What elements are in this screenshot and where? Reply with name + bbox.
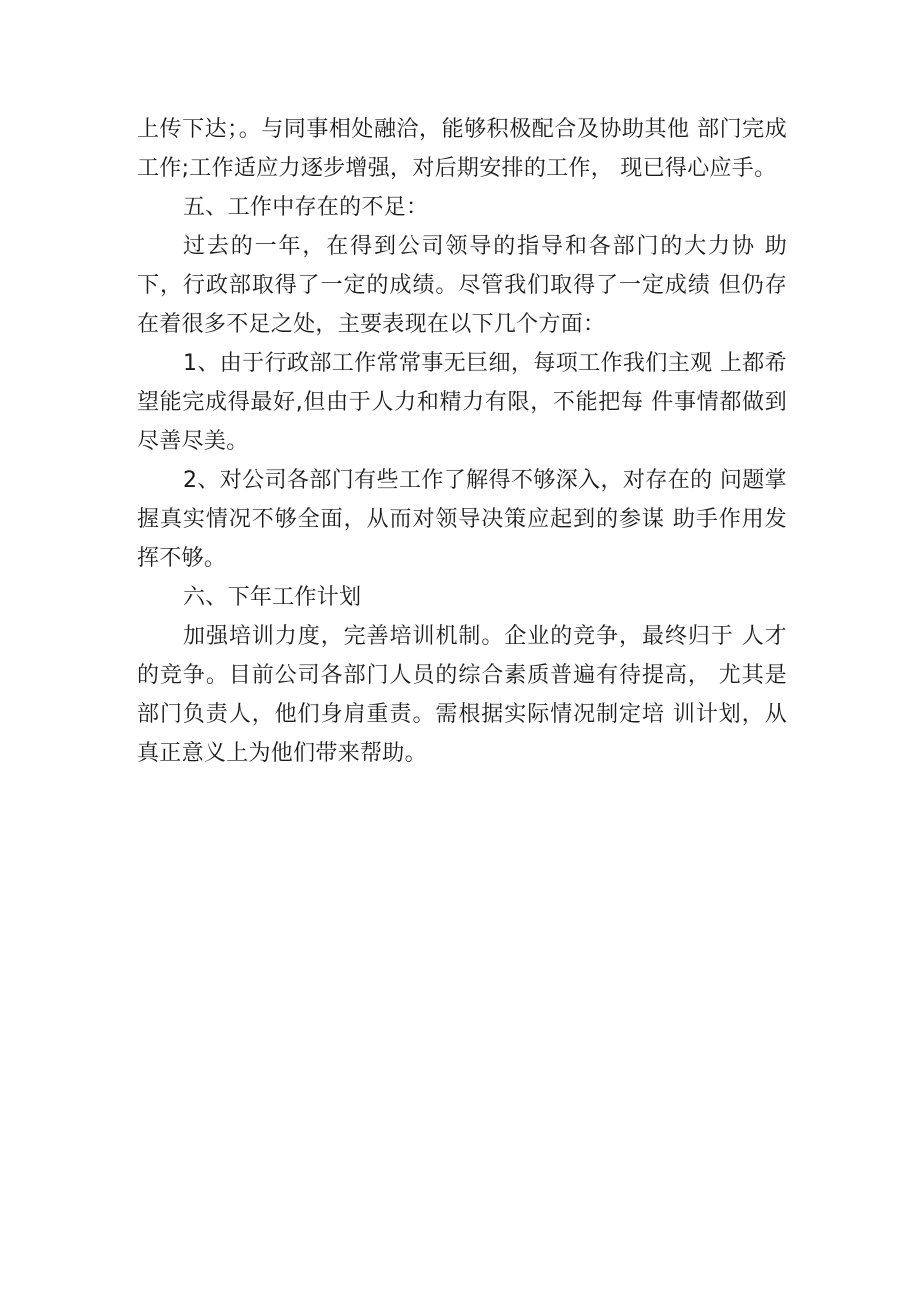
section-heading-shortcomings: 五、工作中存在的不足： (183, 195, 429, 220)
paragraph-shortcoming-1: 1、由于行政部工作常常事无巨细，每项工作我们主观 上都希望能完成得最好,但由于人力和精力有限，不能把每 件事情都做到尽善尽美。 (137, 351, 787, 454)
document-body (137, 110, 787, 773)
paragraph-continuation: 上传下达；。与同事相处融洽，能够积极配合及协助其他 部门完成工作;工作适应力逐步增强，对后期安排的工作， 现已得心应手。 (137, 117, 787, 181)
paragraph-training-plan: 加强培训力度，完善培训机制。企业的竞争，最终归于 人才的竞争。目前公司各部门人员的综合素质普遍有待提高， 尤其是部门负责人，他们身肩重责。需根据实际情况制定培 训计划，从真正意义上为他们带来帮助。 (137, 624, 787, 766)
paragraph-shortcomings-intro: 过去的一年，在得到公司领导的指导和各部门的大力协 助下，行政部取得了一定的成绩。尽管我们取得了一定成绩 但仍存在着很多不足之处，主要表现在以下几个方面： (137, 234, 787, 337)
section-heading-next-year-plan: 六、下年工作计划 (183, 585, 362, 610)
paragraph-shortcoming-2: 2、对公司各部门有些工作了解得不够深入，对存在的 问题掌握真实情况不够全面，从而对领导决策应起到的参谋 助手作用发挥不够。 (137, 468, 787, 571)
